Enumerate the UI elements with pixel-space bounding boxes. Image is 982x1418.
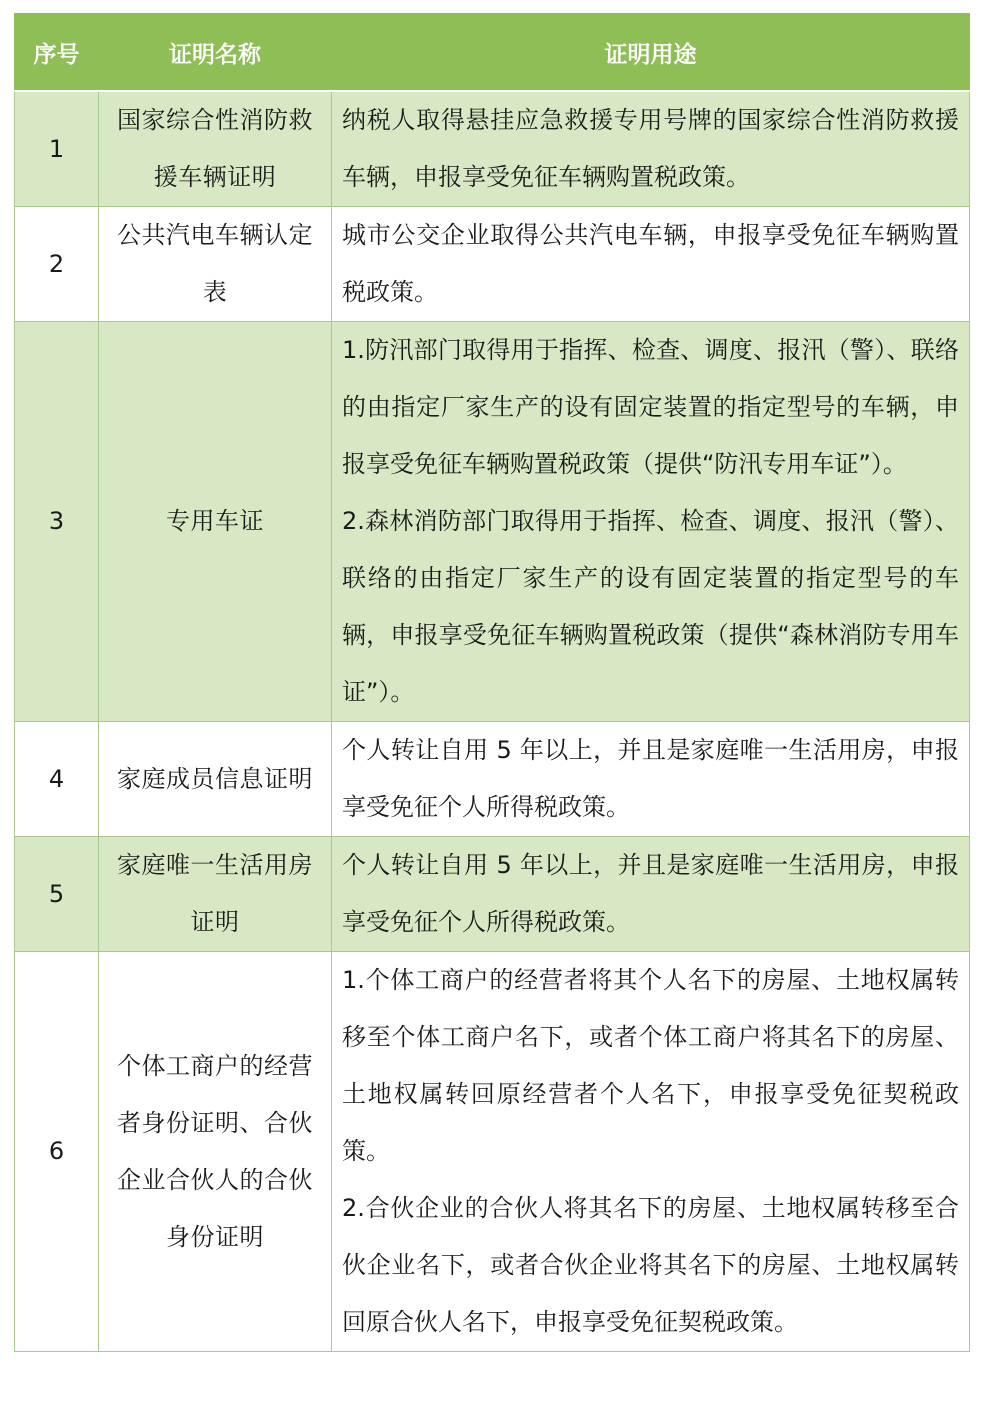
certificate-use-paragraph: 2.森林消防部门取得用于指挥、检查、调度、报汛（警）、联络的由指定厂家生产的设有固定装置的指定型号的车辆，申报享受免征车辆购置税政策（提供“森林消防专用车证”）。: [342, 507, 959, 706]
certificate-use-paragraph: 个人转让自用 5 年以上，并且是家庭唯一生活用房，申报享受免征个人所得税政策。: [342, 851, 959, 936]
certificate-use-paragraph: 1.防汛部门取得用于指挥、检查、调度、报汛（警）、联络的由指定厂家生产的设有固定装置的指定型号的车辆，申报享受免征车辆购置税政策（提供“防汛专用车证”）。: [342, 336, 959, 478]
header-certificate-use: 证明用途: [332, 14, 970, 92]
certificate-use-paragraph: 2.合伙企业的合伙人将其名下的房屋、土地权属转移至合伙企业名下，或者合伙企业将其名下的房屋、土地权属转回原合伙人名下，申报享受免征契税政策。: [342, 1194, 959, 1336]
certificate-name-cell: 个体工商户的经营者身份证明、合伙企业合伙人的合伙身份证明: [99, 952, 332, 1352]
certificate-use-paragraph: 1.个体工商户的经营者将其个人名下的房屋、土地权属转移至个体工商户名下，或者个体工商户将其名下的房屋、土地权属转回原经营者个人名下，申报享受免征契税政策。: [342, 966, 959, 1165]
serial-number-cell: 4: [15, 722, 99, 837]
header-certificate-name: 证明名称: [99, 14, 332, 92]
table-row: [15, 91, 970, 207]
certificate-use-cell: [332, 952, 970, 1352]
certificate-name-cell: 家庭成员信息证明: [99, 722, 332, 837]
serial-number-cell: 5: [15, 837, 99, 952]
table-header-row: [15, 14, 970, 92]
serial-number-cell: 1: [15, 91, 99, 207]
table-row: [15, 722, 970, 837]
header-serial-number: 序号: [15, 14, 99, 92]
table-row: [15, 322, 970, 722]
certificate-use-cell: [332, 722, 970, 837]
serial-number-cell: 6: [15, 952, 99, 1352]
table-body: [15, 91, 970, 1352]
certificate-use-cell: [332, 322, 970, 722]
certificate-table-container: [14, 13, 969, 1352]
serial-number-cell: 2: [15, 207, 99, 322]
certificate-use-cell: [332, 207, 970, 322]
certificate-use-cell: [332, 91, 970, 207]
certificate-name-cell: 家庭唯一生活用房证明: [99, 837, 332, 952]
table-row: [15, 952, 970, 1352]
table-row: [15, 837, 970, 952]
table-row: [15, 207, 970, 322]
certificate-use-paragraph: 城市公交企业取得公共汽电车辆，申报享受免征车辆购置税政策。: [342, 221, 959, 306]
certificate-use-paragraph: 个人转让自用 5 年以上，并且是家庭唯一生活用房，申报享受免征个人所得税政策。: [342, 736, 959, 821]
certificate-use-cell: [332, 837, 970, 952]
certificate-name-cell: 公共汽电车辆认定表: [99, 207, 332, 322]
certificate-name-cell: 专用车证: [99, 322, 332, 722]
certificate-use-paragraph: 纳税人取得悬挂应急救援专用号牌的国家综合性消防救援车辆，申报享受免征车辆购置税政策。: [342, 106, 959, 191]
certificate-table: [14, 13, 970, 1352]
serial-number-cell: 3: [15, 322, 99, 722]
certificate-name-cell: 国家综合性消防救援车辆证明: [99, 91, 332, 207]
